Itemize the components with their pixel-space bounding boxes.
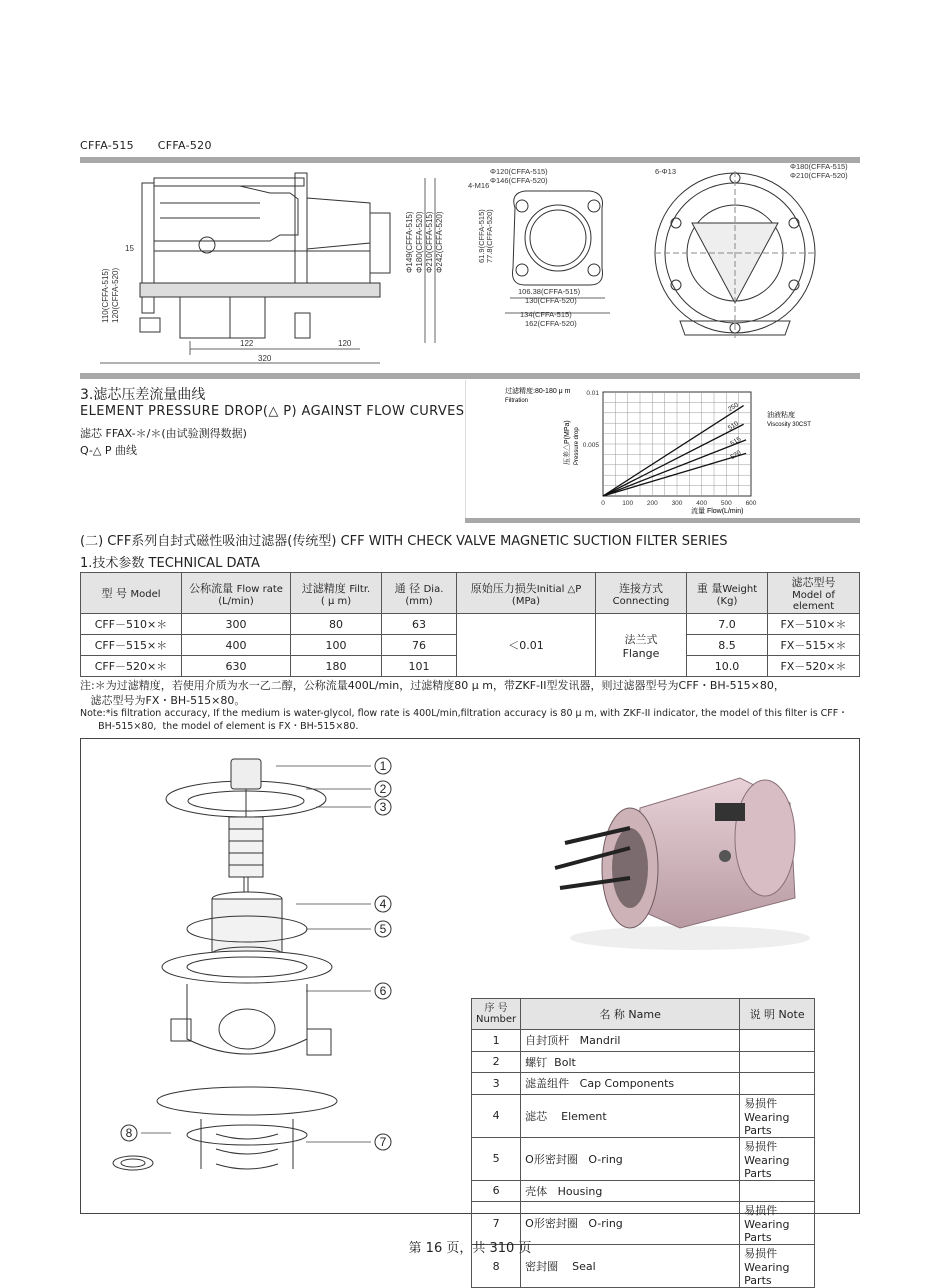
chart-x-tick-label: 300 [671,500,683,507]
flange-h3: 134(CFFA-515) [520,310,572,319]
chart-x-tick-label: 100 [622,500,634,507]
exploded-view-drawing [81,739,481,1213]
cell-filtr: 180 [291,656,382,677]
product-photo [540,768,860,968]
table-row: 1 自封顶杆 Mandril [472,1030,815,1052]
section3-subtitle: 滤芯 FFAX-＊/＊(由试验测得数据) [80,427,247,440]
flange-v1: 61.9(CFFA-515) [477,209,486,263]
chart-y-tick-label: 0.01 [586,390,599,397]
model-header [80,139,232,152]
note-en-line1: Note:*is filtration accuracy, If the medium is water-glycol, flow rate is 400L/min,filtration accuracy is 80 μ m, with ZKF-II indicator, the model of this filter is CFF・ [80,708,848,719]
spec-header-flow: 公称流量 Flow rate (L/min) [182,573,291,614]
spec-header-model: 型 号 Model [81,573,182,614]
cell-dia: 76 [382,635,457,656]
callout-6 [375,983,391,999]
svg-text:8: 8 [125,1126,133,1140]
chart-title: 过滤精度:80-180 μ m [505,388,571,395]
parts-header-number: 序 号 Number [472,999,521,1030]
page-footer: 第 16 页，共 310 页 [408,1241,532,1256]
end-holes: 6-Φ13 [655,167,676,176]
note-cn-line2: 滤芯型号为FX・BH-515×80。 [80,694,246,707]
callout-2 [375,781,391,797]
parts-header-row [472,999,815,1030]
chart-ylabel-cn: 压差△P(MPa) [564,420,571,465]
cell-model: CFF－515×＊ [81,635,182,656]
table-row: 7 O形密封圈 O-ring 易损件 Wearing Parts [472,1202,815,1245]
callout-4 [375,896,391,912]
technical-data-table [80,572,860,677]
note-english [80,707,860,733]
chart-series-line-250 [603,406,744,496]
flange-h4: 162(CFFA-520) [525,319,577,328]
parts-header-name: 名 称 Name [521,999,740,1030]
dim-left-a: 110(CFFA-515) [101,268,110,323]
flange-phi146: Φ146(CFFA-520) [490,176,548,185]
dim-phi242: Φ242(CFFA-520) [435,211,444,273]
dim-120: 120 [338,339,352,348]
technical-data-title: 1.技术参数 TECHNICAL DATA [80,556,260,571]
pressure-drop-chart [465,380,860,518]
note-chinese [80,678,860,708]
cell-connecting: 法兰式 Flange [596,614,687,677]
section3-title: 3.滤芯压差流量曲线 [80,387,206,403]
table-row: 2 螺钉 Bolt [472,1051,815,1073]
svg-text:4: 4 [379,897,387,911]
technical-drawings [80,163,860,373]
spec-header-connecting: 连接方式 Connecting [596,573,687,614]
cell-weight: 10.0 [687,656,768,677]
chart-y-tick-label: 0.005 [582,442,599,449]
cell-element: FX－515×＊ [768,635,860,656]
chart-series-label: 250 [726,401,740,414]
cell-filtr: 100 [291,635,382,656]
chart-series-label: 510 [726,420,740,432]
note-cn-line1: 注:＊为过滤精度，若使用介质为水一乙二醇，公称流量400L/min，过滤精度80 μ m，带ZKF-II型发讯器，则过滤器型号为CFF・BH-515×80， [80,679,785,692]
end-phi210: Φ210(CFFA-520) [790,171,848,180]
table-row: 5 O形密封圈 O-ring 易损件 Wearing Parts [472,1137,815,1180]
flange-v2: 77.8(CFFA-520) [485,209,494,263]
chart-series-label: 515 [729,435,743,448]
flange-m16: 4-M16 [468,181,490,190]
chart-series-line-515 [603,440,746,496]
table-row: 4 滤芯 Element 易损件 Wearing Parts [472,1094,815,1137]
model-label-a: CFFA-515 [80,139,134,152]
note-en-line2: BH-515×80, the model of element is FX・BH-515×80. [80,721,359,732]
cell-element: FX－520×＊ [768,656,860,677]
chart-x-tick-label: 400 [696,500,708,507]
cell-flow: 630 [182,656,291,677]
chart-title-en: Filtration [505,398,529,404]
section3-title-en: ELEMENT PRESSURE DROP(△ P) AGAINST FLOW CURVES [80,404,465,419]
cell-element: FX－510×＊ [768,614,860,635]
callout-1 [375,758,391,774]
cell-dia: 63 [382,614,457,635]
svg-text:5: 5 [379,922,387,936]
spec-header-filtr: 过滤精度 Filtr. ( μ m) [291,573,382,614]
dim-320: 320 [258,354,272,363]
chart-xlabel: 流量 Flow(L/min) [691,508,744,515]
table-row: 8 密封圈 Seal 易损件 Wearing Parts [472,1245,815,1288]
cell-pressure: ＜0.01 [457,614,596,677]
dim-phi180: Φ180(CFFA-520) [415,211,424,273]
spec-header-dia: 通 径 Dia. (mm) [382,573,457,614]
cell-flow: 300 [182,614,291,635]
chart-x-tick-label: 600 [745,500,757,507]
parts-header-note: 说 明 Note [740,999,815,1030]
end-view-drawing [655,171,815,338]
chart-x-tick-label: 500 [720,500,732,507]
cell-filtr: 80 [291,614,382,635]
chart-x-tick-label: 0 [601,500,605,507]
chart-viscosity-en: Viscosity 30CST [767,422,811,428]
dim-phi149: Φ149(CFFA-515) [405,211,414,273]
dim-left-b: 120(CFFA-520) [111,267,120,323]
end-phi180: Φ180(CFFA-515) [790,163,848,171]
cell-dia: 101 [382,656,457,677]
model-label-b: CFFA-520 [157,139,212,152]
svg-text:6: 6 [379,984,387,998]
flange-phi120: Φ120(CFFA-515) [490,167,548,176]
svg-text:3: 3 [379,800,387,814]
callout-7 [375,1134,391,1150]
table-row: 3 滤盖组件 Cap Components [472,1073,815,1095]
dim-15: 15 [125,244,134,253]
callout-8 [121,1125,137,1141]
mid-rule [80,373,860,379]
chart-viscosity-cn: 油液粘度 [767,412,795,419]
chart-ylabel-en: Pressure drop [574,427,580,465]
spec-header-row [81,573,860,614]
spec-header-pressure: 原始压力损失Initial △P (MPa) [457,573,596,614]
cell-model: CFF－510×＊ [81,614,182,635]
chart-x-tick-label: 200 [646,500,658,507]
side-view-drawing [100,173,435,363]
flange-h2: 130(CFFA-520) [525,296,577,305]
spec-header-element: 滤芯型号 Model of element [768,573,860,614]
chart-series-label: 520 [729,449,743,462]
chart-rule [465,518,860,523]
callout-5 [375,921,391,937]
dim-phi210: Φ210(CFFA-515) [425,211,434,273]
table-row [81,614,860,635]
svg-text:1: 1 [379,759,387,773]
callout-3 [375,799,391,815]
spec-header-weight: 重 量Weight (Kg) [687,573,768,614]
cell-flow: 400 [182,635,291,656]
table-row: 6 壳体 Housing [472,1180,815,1202]
dim-122: 122 [240,339,254,348]
cell-weight: 7.0 [687,614,768,635]
svg-text:2: 2 [379,782,387,796]
section3-curve-label: Q-△ P 曲线 [80,444,138,457]
cell-model: CFF－520×＊ [81,656,182,677]
series-title: (二) CFF系列自封式磁性吸油过滤器(传统型) CFF WITH CHECK VALVE MAGNETIC SUCTION FILTER SERIES [80,534,728,549]
flange-h1: 106.38(CFFA-515) [518,287,581,296]
cell-weight: 8.5 [687,635,768,656]
svg-text:7: 7 [379,1135,387,1149]
